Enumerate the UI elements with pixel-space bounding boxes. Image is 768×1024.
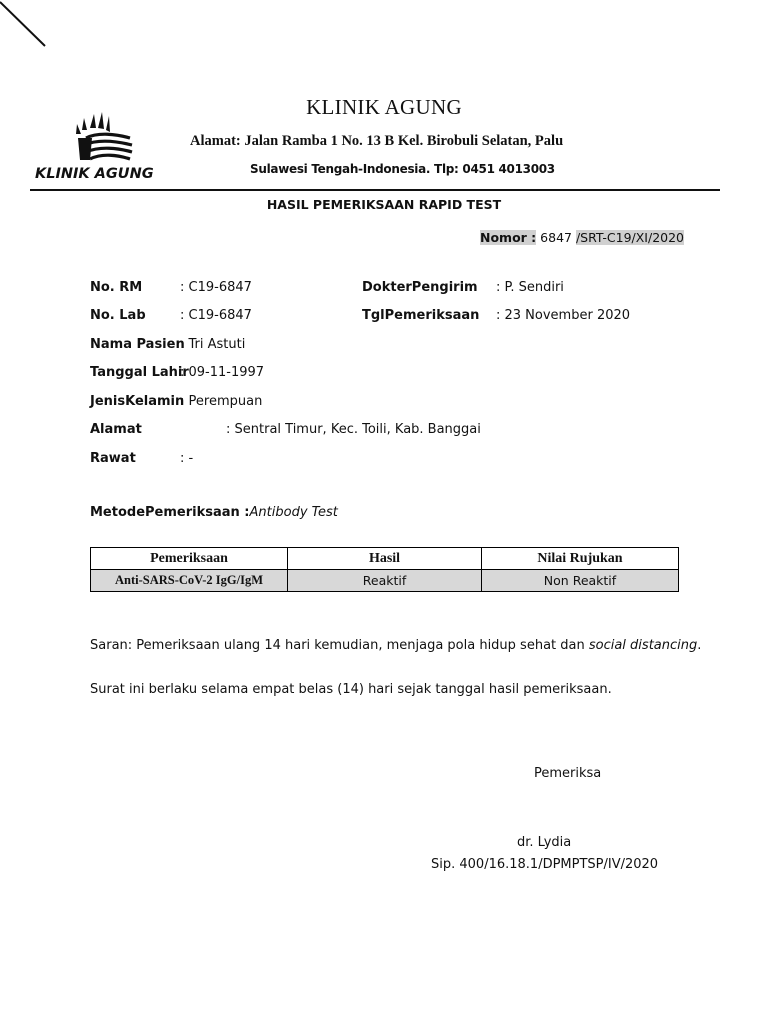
no-rm-value: : C19-6847 (180, 280, 252, 295)
number-suffix: /SRT-C19/XI/2020 (575, 230, 685, 245)
signature-name: dr. Lydia (517, 835, 572, 850)
table-header-pemeriksaan: Pemeriksaan (91, 548, 288, 570)
no-lab-label: No. Lab (90, 308, 146, 323)
metode-label: MetodePemeriksaan : (90, 505, 250, 520)
rawat-label: Rawat (90, 451, 136, 466)
saran-italic: social distancing (588, 638, 698, 653)
tgl-pemeriksaan-value: : 23 November 2020 (496, 308, 631, 323)
results-table (90, 547, 679, 592)
table-header-nilai-rujukan: Nilai Rujukan (482, 548, 679, 570)
number-label: Nomor : (480, 230, 537, 245)
saran-suffix: . (697, 638, 702, 653)
signature-license: Sip. 400/16.18.1/DPMPTSP/IV/2020 (431, 857, 659, 872)
tgl-pemeriksaan-label: TglPemeriksaan (362, 308, 480, 323)
validity-note: Surat ini berlaku selama empat belas (14) hari sejak tanggal hasil pemeriksaan. (90, 682, 612, 697)
table-header-row (91, 548, 679, 570)
document-title: HASIL PEMERIKSAAN RAPID TEST (266, 197, 502, 212)
header-divider (30, 189, 720, 191)
tanggal-lahir-label: Tanggal Lahir (90, 365, 189, 380)
nama-pasien-label: Nama Pasien (90, 337, 185, 352)
clinic-address: Alamat: Jalan Ramba 1 No. 13 B Kel. Birobuli Selatan, Palu (190, 133, 564, 149)
alamat-value: : Sentral Timur, Kec. Toili, Kab. Banggai (226, 422, 481, 437)
dokter-pengirim-value: : P. Sendiri (496, 280, 564, 295)
tanggal-lahir-value: : 09-11-1997 (180, 365, 265, 380)
jenis-kelamin-label: JenisKelamin (90, 394, 185, 409)
saran-prefix: Saran: Pemeriksaan ulang 14 hari kemudian, menjaga pola hidup sehat dan (90, 638, 589, 653)
no-lab-value: : C19-6847 (180, 308, 252, 323)
metode-pemeriksaan (90, 505, 338, 520)
saran-note (90, 638, 701, 653)
table-cell-nilai-rujukan: Non Reaktif (482, 570, 679, 592)
document-number (480, 230, 684, 245)
corner-scan-line (0, 0, 60, 60)
table-row (91, 570, 679, 592)
number-value: 6847 (540, 230, 572, 245)
table-cell-pemeriksaan: Anti-SARS-CoV-2 IgG/IgM (91, 570, 288, 592)
table-header-hasil: Hasil (288, 548, 482, 570)
clinic-contact: Sulawesi Tengah-Indonesia. Tlp: 0451 4013003 (250, 162, 555, 176)
signature-role: Pemeriksa (534, 766, 602, 781)
dokter-pengirim-label: DokterPengirim (362, 280, 478, 295)
clinic-name: KLINIK AGUNG (306, 95, 462, 119)
table-cell-hasil: Reaktif (288, 570, 482, 592)
alamat-label: Alamat (90, 422, 142, 437)
rawat-value: : - (180, 451, 194, 466)
logo-text: KLINIK AGUNG (35, 166, 154, 182)
metode-value: Antibody Test (249, 505, 338, 520)
no-rm-label: No. RM (90, 280, 143, 295)
nama-pasien-value: : Tri Astuti (180, 337, 246, 352)
jenis-kelamin-value: : Perempuan (180, 394, 263, 409)
